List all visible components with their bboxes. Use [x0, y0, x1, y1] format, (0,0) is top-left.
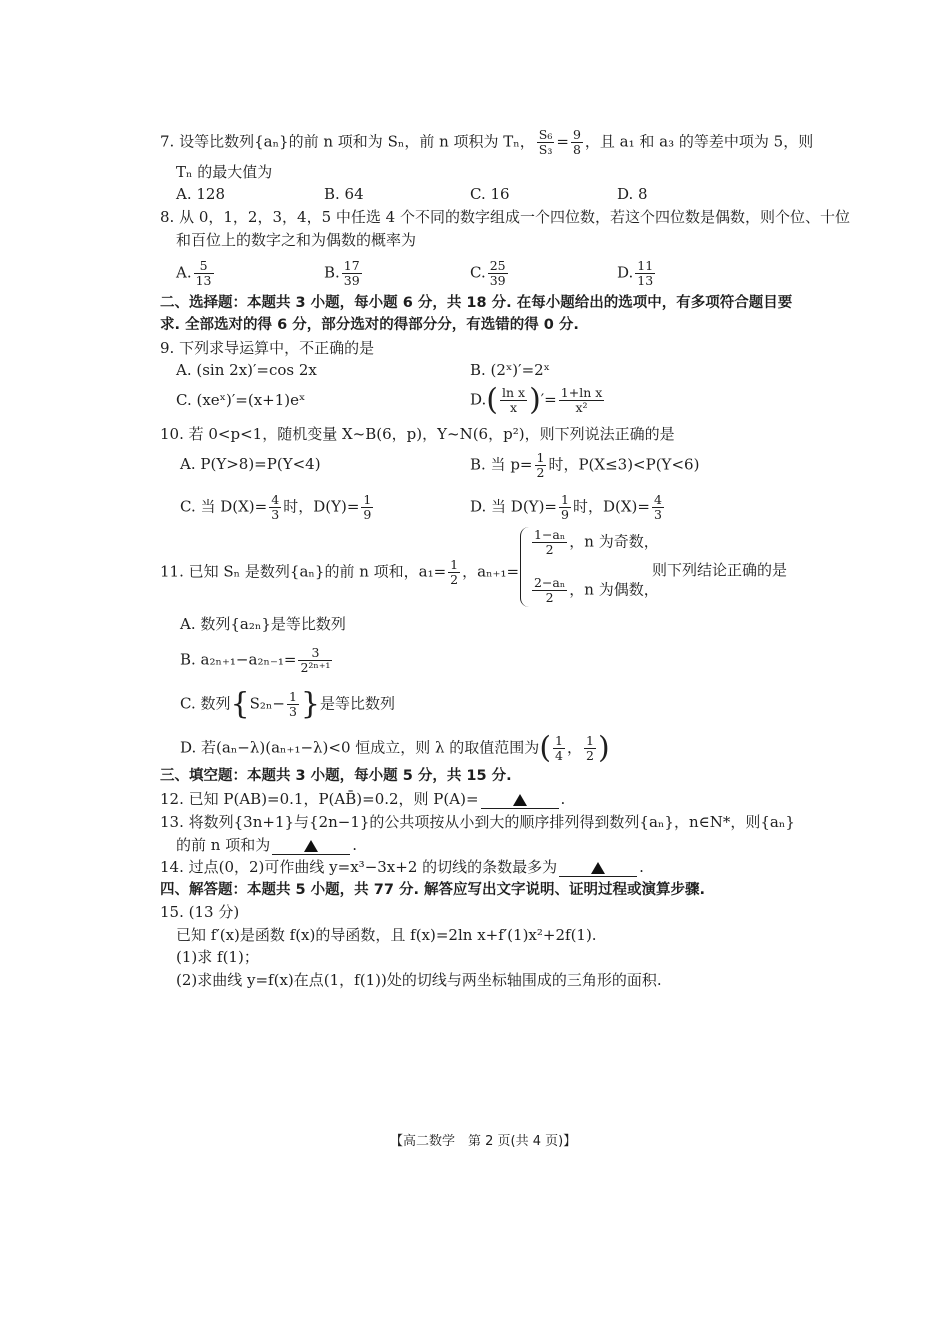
q7-value-den: 8	[572, 142, 581, 157]
q11-c-den: 3	[288, 704, 297, 719]
q11-case1-den: 2	[545, 542, 554, 557]
q11-d-frac2	[584, 734, 596, 763]
q11-option-c: C. 数列{S₂ₙ− $\frac{1}{3}$ }是等比数列	[180, 686, 395, 722]
q10-d-frac1	[559, 493, 571, 522]
q11-a1-den: 2	[450, 572, 459, 587]
q10-d-frac2	[652, 493, 664, 522]
q11-c-frac	[287, 690, 299, 719]
q11-case2-frac	[532, 576, 567, 605]
q10-b-post: 时，P(X≤3)<P(Y<6)	[548, 455, 700, 474]
q9-d-right-den: x²	[575, 400, 588, 415]
q11-case2-den: 2	[545, 590, 554, 605]
q11-b-pre: B. a₂ₙ₊₁−a₂ₙ₋₁=	[180, 650, 297, 669]
q12-text: 12. 已知 P(AB)=0.1，P(AB̄)=0.2，则 P(A)=	[160, 790, 479, 808]
q11-d-den1: 4	[555, 748, 563, 763]
q7-ratio-den: S₃	[538, 142, 553, 157]
q8-option-c-den: 39	[489, 273, 506, 288]
q7-line2: Tₙ 的最大值为	[176, 163, 273, 181]
q7-option-b: B. 64	[324, 185, 364, 203]
q10-d-num1: 1	[561, 492, 569, 507]
q9-option-d-label: D.	[470, 390, 487, 409]
q10-d-pre: D. 当 D(Y)=	[470, 497, 557, 516]
section4-heading: 四、解答题：本题共 5 小题，共 77 分. 解答应写出文字说明、证明过程或演算步骤.	[160, 882, 706, 898]
q13-line2	[176, 835, 357, 855]
q14-text: 14. 过点(0，2)可作曲线 y=x³−3x+2 的切线的条数最多为	[160, 858, 558, 876]
q11-case1-cond: ，n 为奇数，	[569, 532, 659, 551]
q8-option-a-label: A.	[176, 263, 192, 282]
q7-stem-tail: ，且 a₁ 和 a₃ 的等差中项为 5，则	[584, 132, 814, 151]
q11-c-num: 1	[288, 689, 297, 704]
q8-option-b-frac	[342, 259, 362, 288]
q8-option-d-frac	[635, 259, 655, 288]
q8-option-b-num: 17	[343, 258, 360, 273]
q8-option-a-den: 13	[195, 273, 212, 288]
q11-case-odd	[530, 528, 659, 557]
q11-d-pre: D. 若(aₙ−λ)(aₙ₊₁−λ)<0 恒成立，则 λ 的取值范围为	[180, 738, 540, 757]
q11-c-expr: S₂ₙ−	[249, 694, 285, 713]
q7-stem: 7. 设等比数列{aₙ}的前 n 项和为 Sₙ，前 n 项积为 Tₙ，	[160, 132, 535, 151]
q11-stem-mid: ，aₙ₊₁=	[462, 562, 520, 581]
q8-option-d-num: 11	[637, 258, 654, 273]
q10-option-a: A. P(Y>8)=P(Y<4)	[180, 455, 321, 473]
q10-b-den: 2	[536, 465, 545, 480]
q9-option-b: B. (2ˣ)′=2ˣ	[470, 361, 551, 379]
q11-option-a: A. 数列{a₂ₙ}是等比数列	[180, 615, 346, 633]
q8-option-b-den: 39	[343, 273, 360, 288]
q8-option-d	[617, 259, 657, 288]
q9-d-left-den: x	[509, 400, 518, 415]
q10-d-mid: 时，D(X)=	[572, 497, 650, 516]
q7-line1	[160, 128, 813, 157]
q13-end: .	[352, 836, 357, 854]
q11-case-even	[530, 576, 659, 605]
q11-case2-num: 2−aₙ	[534, 575, 566, 590]
q9-stem: 9. 下列求导运算中，不正确的是	[160, 339, 375, 357]
q13-line2-text: 的前 n 项和为	[176, 836, 271, 854]
q9-d-right-num: 1+ln x	[560, 385, 603, 400]
q14	[160, 857, 644, 877]
q10-option-b	[470, 451, 699, 480]
q7-option-c: C. 16	[470, 185, 510, 203]
q11-d-frac1	[553, 734, 565, 763]
q7-eq: =	[556, 132, 569, 151]
section3-heading: 三、填空题：本题共 3 小题，每小题 5 分，共 15 分.	[160, 768, 512, 784]
q10-b-frac	[535, 451, 547, 480]
q7-value-num: 9	[572, 127, 581, 142]
q9-d-left-num: ln x	[501, 385, 526, 400]
q15-head: 15. (13 分)	[160, 903, 240, 921]
q11-case2-cond: ，n 为偶数，	[569, 580, 659, 599]
q10-c-num2: 1	[363, 492, 372, 507]
q8-option-a-num: 5	[194, 259, 214, 274]
q10-c-frac2	[361, 493, 373, 522]
q11-option-b	[180, 646, 334, 675]
q7-ratio-num: S₆	[538, 127, 553, 142]
q10-stem: 10. 若 0<p<1，随机变量 X~B(6，p)，Y~N(6，p²)，则下列说法正确的是	[160, 425, 675, 443]
q11-b-num: 3	[298, 646, 332, 661]
q10-c-frac1	[269, 493, 281, 522]
q10-b-num: 1	[536, 450, 545, 465]
q10-d-num2: 4	[653, 492, 662, 507]
q15-part2: (2)求曲线 y=f(x)在点(1，f(1))处的切线与两坐标轴围成的三角形的面积.	[176, 971, 662, 989]
q8-option-b-label: B.	[324, 263, 340, 282]
triangle-icon	[591, 862, 605, 874]
q13-answer-blank	[272, 836, 350, 855]
q11-stem-pre: 11. 已知 Sₙ 是数列{aₙ}的前 n 项和，a₁=	[160, 562, 447, 581]
q11-d-num2: 1	[586, 733, 594, 748]
triangle-icon	[513, 794, 527, 806]
q11-stem	[160, 558, 519, 587]
q11-a1-num: 1	[450, 557, 459, 572]
q15-line1: 已知 f′(x)是函数 f(x)的导函数，且 f(x)=2ln x+f′(1)x²+2f(1).	[176, 926, 597, 944]
q11-case1-num: 1−aₙ	[534, 527, 566, 542]
q8-option-b	[324, 259, 364, 288]
q11-option-d: D. 若(aₙ−λ)(aₙ₊₁−λ)<0 恒成立，则 λ 的取值范围为( $\frac{1}{4}$ ， $\frac{1}{2}$ )	[180, 730, 610, 766]
q10-b-pre: B. 当 p=	[470, 455, 533, 474]
q8-line1: 8. 从 0，1，2，3，4，5 中任选 4 个不同的数字组成一个四位数，若这个四位数是偶数，则个位、十位	[160, 208, 850, 226]
q11-c-pre: C. 数列	[180, 694, 231, 713]
q8-option-c-frac	[488, 259, 508, 288]
q12-end: .	[560, 790, 566, 808]
q10-option-d	[470, 493, 666, 522]
q10-d-den1: 9	[561, 507, 569, 522]
q11-stem-tail: 则下列结论正确的是	[652, 561, 788, 579]
q13-line1: 13. 将数列{3n+1}与{2n−1}的公共项按从小到大的顺序排列得到数列{aₙ}，n∈N*，则{aₙ}	[160, 813, 795, 831]
q14-end: .	[639, 858, 644, 876]
q9-d-right-frac	[559, 386, 605, 415]
section2-heading-line2: 求. 全部选对的得 6 分，部分选对的得部分分，有选错的得 0 分.	[160, 317, 579, 333]
q8-option-d-den: 13	[637, 273, 654, 288]
q11-case1-frac	[532, 528, 567, 557]
q8-option-c-label: C.	[470, 263, 486, 282]
q7-value-frac	[571, 128, 583, 157]
q10-c-pre: C. 当 D(X)=	[180, 497, 268, 516]
q11-a1-frac	[448, 558, 460, 587]
q11-d-num1: 1	[555, 733, 563, 748]
q7-option-a: A. 128	[176, 185, 225, 203]
q8-option-a	[176, 259, 216, 288]
q12-answer-blank	[481, 790, 559, 809]
q14-answer-blank	[559, 858, 637, 877]
q8-option-c	[470, 259, 510, 288]
q7-ratio-frac	[537, 128, 555, 157]
q10-c-den2: 9	[363, 507, 372, 522]
q11-c-post: 是等比数列	[319, 694, 395, 713]
q15-part1: (1)求 f(1)；	[176, 948, 259, 966]
page-footer: 【高二数学 第 2 页(共 4 页)】	[390, 1134, 577, 1149]
q11-d-den2: 2	[586, 748, 594, 763]
q9-option-d: D.( $\frac{\text{ln x}}{x}$ )′= $\frac{\text{1+ln x}}{\text{x²}}$	[470, 382, 603, 418]
section2-heading-line1: 二、选择题：本题共 3 小题，每小题 6 分，共 18 分. 在每小题给出的选项中，有多项符合题目要	[160, 295, 793, 311]
q9-d-eq: ′=	[540, 390, 557, 409]
q10-c-mid: 时，D(Y)=	[283, 497, 360, 516]
triangle-icon	[304, 840, 318, 852]
q11-b-den: 2²ⁿ⁺¹	[300, 660, 331, 675]
q8-option-d-label: D.	[617, 263, 634, 282]
q10-d-den2: 3	[653, 507, 662, 522]
q9-option-a: A. (sin 2x)′=cos 2x	[176, 361, 317, 379]
q9-option-c: C. (xeˣ)′=(x+1)eˣ	[176, 391, 306, 409]
q8-option-a-frac	[194, 259, 214, 288]
q11-b-frac	[298, 646, 332, 675]
q10-c-num1: 4	[271, 492, 280, 507]
q9-d-left-frac	[500, 386, 527, 415]
q10-c-den1: 3	[271, 507, 280, 522]
q8-line2: 和百位上的数字之和为偶数的概率为	[176, 231, 417, 249]
q12	[160, 789, 565, 809]
q10-option-c	[180, 493, 375, 522]
q7-option-d: D. 8	[617, 185, 648, 203]
q8-option-c-num: 25	[489, 258, 506, 273]
q11-case-brace	[520, 527, 529, 607]
